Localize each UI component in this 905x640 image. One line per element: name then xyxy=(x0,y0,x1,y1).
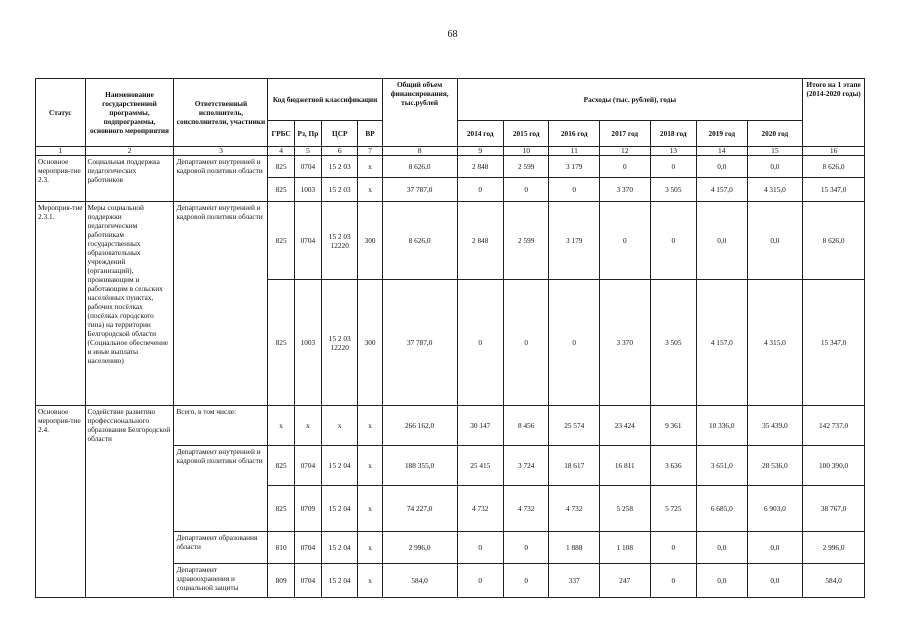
year-value-cell: 2 848 xyxy=(457,156,503,178)
year-value-cell: 9 361 xyxy=(650,406,696,446)
year-value-cell: 3 651,0 xyxy=(697,446,748,486)
header-program-name: Наименование государственной программы, подпрограммы, основного мероприятия xyxy=(85,79,174,147)
column-number: 3 xyxy=(174,147,268,156)
header-year: 2019 год xyxy=(697,121,748,147)
year-value-cell: 5 258 xyxy=(600,486,651,532)
year-value-cell: 4 157,0 xyxy=(697,280,748,406)
year-value-cell: 4 732 xyxy=(503,486,548,532)
stage-total-cell: 584,0 xyxy=(803,564,865,598)
column-number: 11 xyxy=(549,147,600,156)
year-value-cell: 0,0 xyxy=(747,564,803,598)
year-value-cell: 3 179 xyxy=(549,202,600,280)
rzpr-cell: 0704 xyxy=(294,202,321,280)
header-stage-total: Итого на 1 этапе (2014-2020 годы) xyxy=(803,79,865,147)
csr-cell: 15 2 04 xyxy=(322,446,358,486)
year-value-cell: 0,0 xyxy=(747,202,803,280)
total-cell: 8 626,0 xyxy=(382,156,457,178)
year-value-cell: 0 xyxy=(457,178,503,202)
header-year: 2020 год xyxy=(747,121,803,147)
year-value-cell: 0 xyxy=(503,532,548,564)
year-value-cell: 4 157,0 xyxy=(697,178,748,202)
year-value-cell: 4 732 xyxy=(549,486,600,532)
year-value-cell: 6 685,0 xyxy=(697,486,748,532)
table-row xyxy=(36,202,865,280)
column-number: 16 xyxy=(803,147,865,156)
year-value-cell: 0,0 xyxy=(697,202,748,280)
rzpr-cell: 0704 xyxy=(294,564,321,598)
total-cell: 266 162,0 xyxy=(382,406,457,446)
csr-cell: 15 2 04 xyxy=(322,486,358,532)
budget-table xyxy=(35,78,865,598)
column-number: 13 xyxy=(650,147,696,156)
year-value-cell: 0,0 xyxy=(697,156,748,178)
rzpr-cell: 0704 xyxy=(294,156,321,178)
year-value-cell: 0 xyxy=(600,156,651,178)
year-value-cell: 2 599 xyxy=(503,156,548,178)
year-value-cell: 35 439,0 xyxy=(747,406,803,446)
responsible-cell: Департамент образования области xyxy=(174,532,268,564)
program-name-cell: Социальная поддержка педагогических работников xyxy=(85,156,174,202)
year-value-cell: 0,0 xyxy=(697,532,748,564)
header-year: 2015 год xyxy=(503,121,548,147)
status-cell: Основное мероприя-тие 2.3. xyxy=(36,156,86,202)
year-value-cell: 30 147 xyxy=(457,406,503,446)
year-value-cell: 0 xyxy=(650,202,696,280)
total-cell: 8 626,0 xyxy=(382,202,457,280)
year-value-cell: 3 179 xyxy=(549,156,600,178)
rzpr-cell: 0704 xyxy=(294,446,321,486)
total-cell: 74 227,0 xyxy=(382,486,457,532)
csr-cell: 15 2 03 12220 xyxy=(322,202,358,280)
vr-cell: х xyxy=(358,446,382,486)
vr-cell: х xyxy=(358,486,382,532)
stage-total-cell: 8 626,0 xyxy=(803,156,865,178)
stage-total-cell: 8 626,0 xyxy=(803,202,865,280)
column-number: 7 xyxy=(358,147,382,156)
year-value-cell: 0 xyxy=(457,280,503,406)
stage-total-cell: 15 347,0 xyxy=(803,280,865,406)
year-value-cell: 4 315,0 xyxy=(747,178,803,202)
column-number: 8 xyxy=(382,147,457,156)
responsible-cell: Всего, в том числе: xyxy=(174,406,268,446)
year-value-cell: 0 xyxy=(650,156,696,178)
rzpr-cell: 1003 xyxy=(294,178,321,202)
grbs-cell: 809 xyxy=(268,564,294,598)
header-budget-code: Код бюджетной классификации xyxy=(268,79,382,121)
vr-cell: х xyxy=(358,156,382,178)
grbs-cell: 825 xyxy=(268,156,294,178)
year-value-cell: 247 xyxy=(600,564,651,598)
column-number: 9 xyxy=(457,147,503,156)
year-value-cell: 8 456 xyxy=(503,406,548,446)
year-value-cell: 2 848 xyxy=(457,202,503,280)
program-name-cell: Содействие развитию профессионального образования Белгородской области xyxy=(85,406,174,598)
column-number: 6 xyxy=(322,147,358,156)
year-value-cell: 0 xyxy=(457,564,503,598)
year-value-cell: 3 505 xyxy=(650,178,696,202)
year-value-cell: 6 903,0 xyxy=(747,486,803,532)
header-csr: ЦСР xyxy=(322,121,358,147)
year-value-cell: 4 315,0 xyxy=(747,280,803,406)
year-value-cell: 0 xyxy=(457,532,503,564)
year-value-cell: 0 xyxy=(503,178,548,202)
responsible-cell: Департамент внутренней и кадровой политики области xyxy=(174,156,268,202)
header-grbs: ГРБС xyxy=(268,121,294,147)
year-value-cell: 0,0 xyxy=(747,532,803,564)
year-value-cell: 3 724 xyxy=(503,446,548,486)
vr-cell: х xyxy=(358,406,382,446)
year-value-cell: 3 505 xyxy=(650,280,696,406)
csr-cell: 15 2 03 12220 xyxy=(322,280,358,406)
grbs-cell: 825 xyxy=(268,486,294,532)
csr-cell: 15 2 04 xyxy=(322,564,358,598)
status-cell: Мероприя-тие 2.3.1. xyxy=(36,202,86,406)
year-value-cell: 4 732 xyxy=(457,486,503,532)
responsible-cell: Департамент внутренней и кадровой политики области xyxy=(174,446,268,532)
total-cell: 37 787,0 xyxy=(382,280,457,406)
header-responsible: Ответственный исполнитель, соисполнители, участники xyxy=(174,79,268,147)
csr-cell: х xyxy=(322,406,358,446)
total-cell: 2 996,0 xyxy=(382,532,457,564)
grbs-cell: 825 xyxy=(268,202,294,280)
year-value-cell: 0 xyxy=(549,178,600,202)
stage-total-cell: 15 347,0 xyxy=(803,178,865,202)
column-number: 2 xyxy=(85,147,174,156)
vr-cell: х xyxy=(358,178,382,202)
grbs-cell: 810 xyxy=(268,532,294,564)
column-number: 4 xyxy=(268,147,294,156)
year-value-cell: 0 xyxy=(650,532,696,564)
year-value-cell: 3 636 xyxy=(650,446,696,486)
year-value-cell: 16 811 xyxy=(600,446,651,486)
stage-total-cell: 2 996,0 xyxy=(803,532,865,564)
table-row xyxy=(36,406,865,446)
year-value-cell: 1 108 xyxy=(600,532,651,564)
rzpr-cell: 0704 xyxy=(294,532,321,564)
year-value-cell: 10 336,0 xyxy=(697,406,748,446)
header-status: Статус xyxy=(36,79,86,147)
header-year: 2017 год xyxy=(600,121,651,147)
column-number: 12 xyxy=(600,147,651,156)
year-value-cell: 3 370 xyxy=(600,178,651,202)
header-vr: ВР xyxy=(358,121,382,147)
responsible-cell: Департамент внутренней и кадровой политики области xyxy=(174,202,268,406)
year-value-cell: 28 536,0 xyxy=(747,446,803,486)
stage-total-cell: 142 737,0 xyxy=(803,406,865,446)
total-cell: 37 787,0 xyxy=(382,178,457,202)
stage-total-cell: 38 767,0 xyxy=(803,486,865,532)
year-value-cell: 2 599 xyxy=(503,202,548,280)
grbs-cell: х xyxy=(268,406,294,446)
column-number: 15 xyxy=(747,147,803,156)
year-value-cell: 0 xyxy=(503,564,548,598)
column-number: 1 xyxy=(36,147,86,156)
rzpr-cell: х xyxy=(294,406,321,446)
year-value-cell: 5 725 xyxy=(650,486,696,532)
year-value-cell: 0 xyxy=(549,280,600,406)
csr-cell: 15 2 03 xyxy=(322,156,358,178)
vr-cell: 300 xyxy=(358,280,382,406)
header-rzpr: Рз, Пр xyxy=(294,121,321,147)
column-number: 10 xyxy=(503,147,548,156)
year-value-cell: 0,0 xyxy=(697,564,748,598)
page-number: 68 xyxy=(447,29,458,40)
year-value-cell: 18 617 xyxy=(549,446,600,486)
responsible-cell: Департамент здравоохранения и социальной защиты xyxy=(174,564,268,598)
year-value-cell: 0,0 xyxy=(747,156,803,178)
year-value-cell: 25 574 xyxy=(549,406,600,446)
vr-cell: 300 xyxy=(358,202,382,280)
header-year: 2014 год xyxy=(457,121,503,147)
grbs-cell: 825 xyxy=(268,280,294,406)
year-value-cell: 0 xyxy=(650,564,696,598)
year-value-cell: 1 888 xyxy=(549,532,600,564)
stage-total-cell: 100 390,0 xyxy=(803,446,865,486)
total-cell: 584,0 xyxy=(382,564,457,598)
column-number: 14 xyxy=(697,147,748,156)
year-value-cell: 25 415 xyxy=(457,446,503,486)
csr-cell: 15 2 03 xyxy=(322,178,358,202)
program-name-cell: Меры социальной поддержки педагогическим работникам государственных образовательных учреждений (организаций), проживающим и работающим в сельских населённых пунктах, рабочих посёлках (посёлках городского типа) на территории Белгородской области (Социальное обеспечение и иные выплаты населению) xyxy=(85,202,174,406)
header-total: Общий объем финансирования, тыс.рублей xyxy=(382,79,457,147)
year-value-cell: 0 xyxy=(503,280,548,406)
rzpr-cell: 0709 xyxy=(294,486,321,532)
year-value-cell: 3 370 xyxy=(600,280,651,406)
year-value-cell: 337 xyxy=(549,564,600,598)
status-cell: Основное мероприя-тие 2.4. xyxy=(36,406,86,598)
year-value-cell: 23 424 xyxy=(600,406,651,446)
column-number: 5 xyxy=(294,147,321,156)
total-cell: 188 355,0 xyxy=(382,446,457,486)
year-value-cell: 0 xyxy=(600,202,651,280)
vr-cell: х xyxy=(358,532,382,564)
csr-cell: 15 2 04 xyxy=(322,532,358,564)
header-year: 2016 год xyxy=(549,121,600,147)
column-number-row xyxy=(36,147,865,156)
table-row xyxy=(36,156,865,178)
header-expenses: Расходы (тыс. рублей), годы xyxy=(457,79,803,121)
grbs-cell: 825 xyxy=(268,178,294,202)
header-year: 2018 год xyxy=(650,121,696,147)
vr-cell: х xyxy=(358,564,382,598)
rzpr-cell: 1003 xyxy=(294,280,321,406)
grbs-cell: 825 xyxy=(268,446,294,486)
